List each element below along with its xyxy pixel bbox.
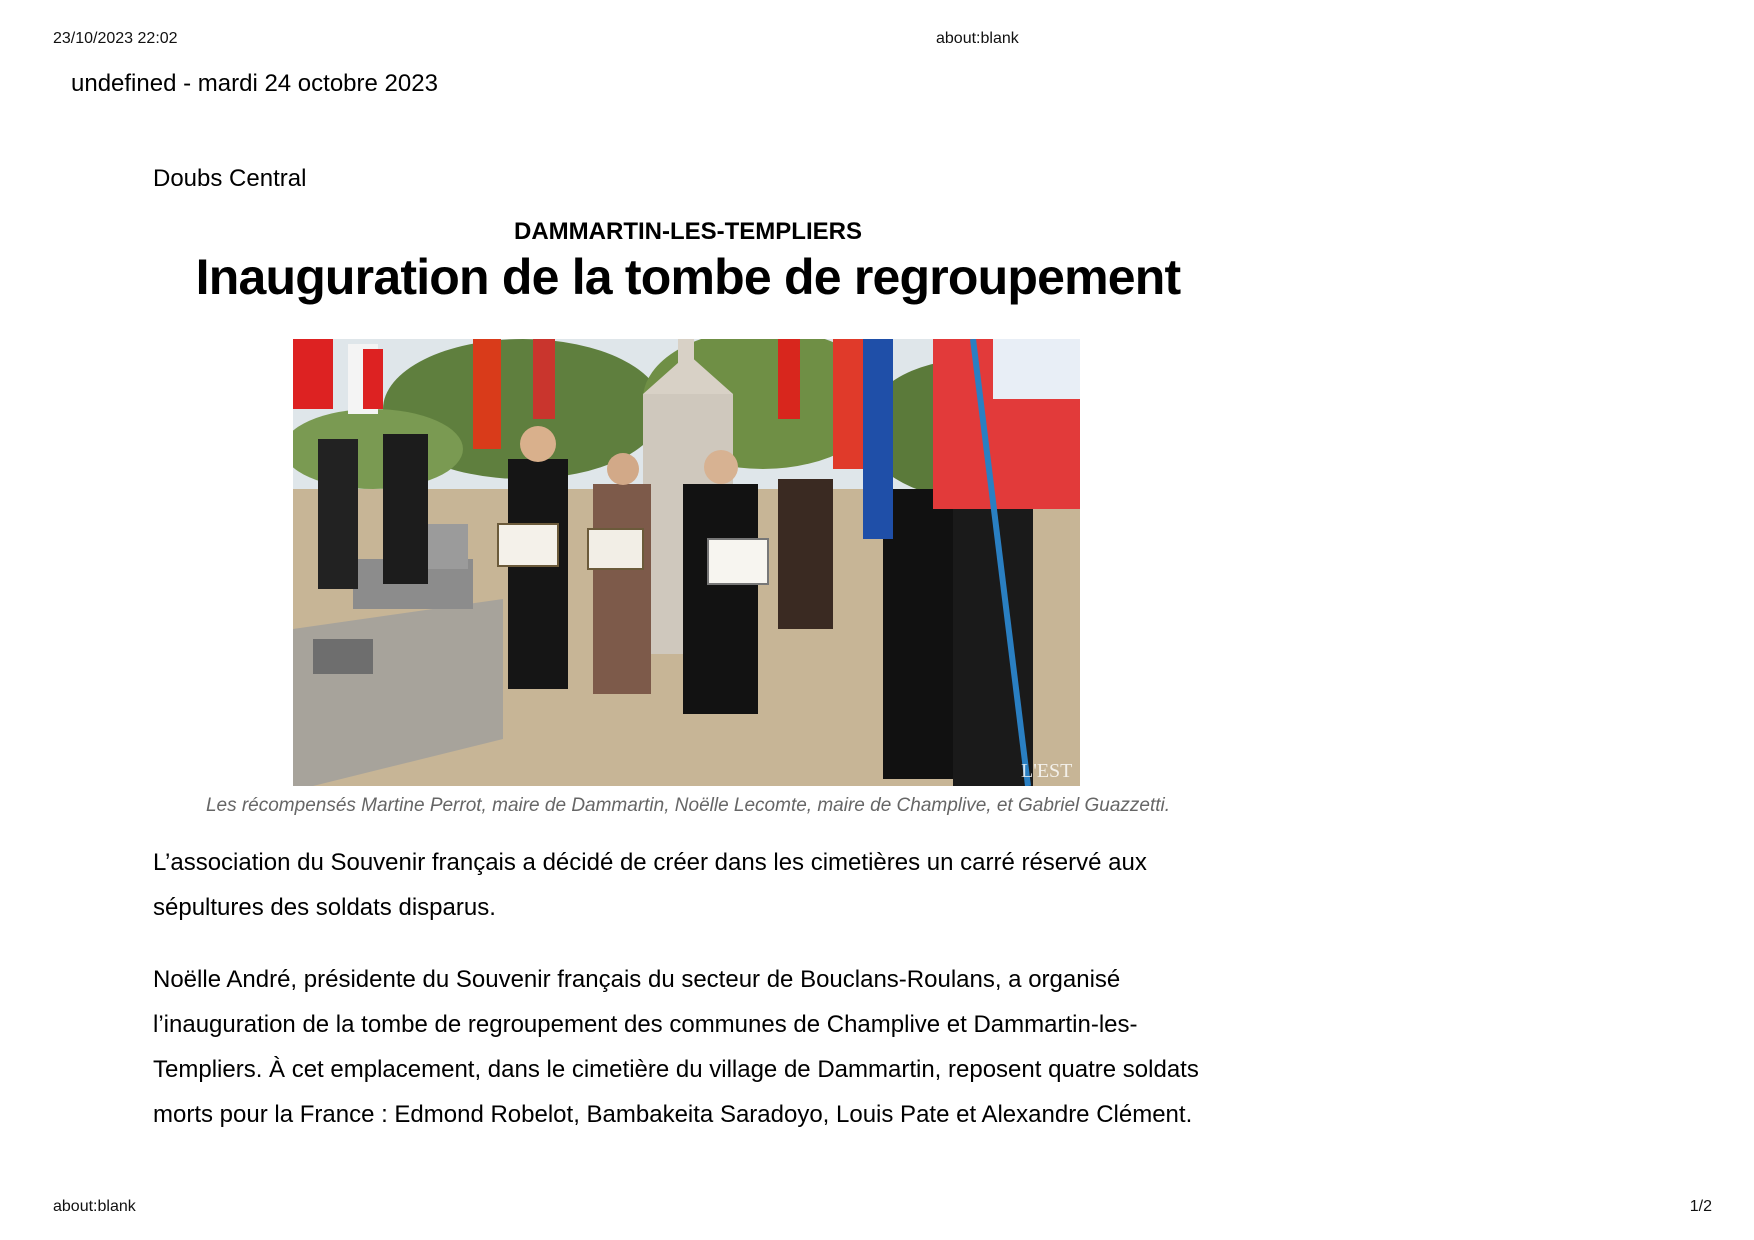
print-header-url: about:blank <box>936 30 1019 47</box>
photo-watermark: L'EST <box>1021 760 1073 782</box>
print-datetime: 23/10/2023 22:02 <box>53 30 178 47</box>
article-paragraph: L’association du Souvenir français a décidé de créer dans les cimetières un carré réservé aux sépultures des soldats disparus. <box>153 849 1147 921</box>
article-title: Inauguration de la tombe de regroupement <box>195 249 1181 305</box>
section-name: Doubs Central <box>153 165 307 192</box>
print-footer-url: about:blank <box>53 1198 136 1215</box>
article-kicker: DAMMARTIN-LES-TEMPLIERS <box>514 218 862 245</box>
article-body <box>153 840 1243 1164</box>
page-number: 1/2 <box>1689 1198 1712 1215</box>
publication-line: undefined - mardi 24 octobre 2023 <box>71 70 438 97</box>
article-photo <box>293 339 1080 786</box>
article-paragraph: Noëlle André, présidente du Souvenir français du secteur de Bouclans-Roulans, a organisé l’inauguration de la tombe de regroupement des communes de Champlive et Dammartin-les-Templiers. À cet emplacement, dans le cimetière du village de Dammartin, reposent quatre soldats morts pour la France : Edmond Robelot, Bambakeita Saradoyo, Louis Pate et Alexandre Clément. <box>153 966 1199 1128</box>
photo-caption: Les récompensés Martine Perrot, maire de Dammartin, Noëlle Lecomte, maire de Champlive, et Gabriel Guazzetti. <box>205 795 1171 816</box>
